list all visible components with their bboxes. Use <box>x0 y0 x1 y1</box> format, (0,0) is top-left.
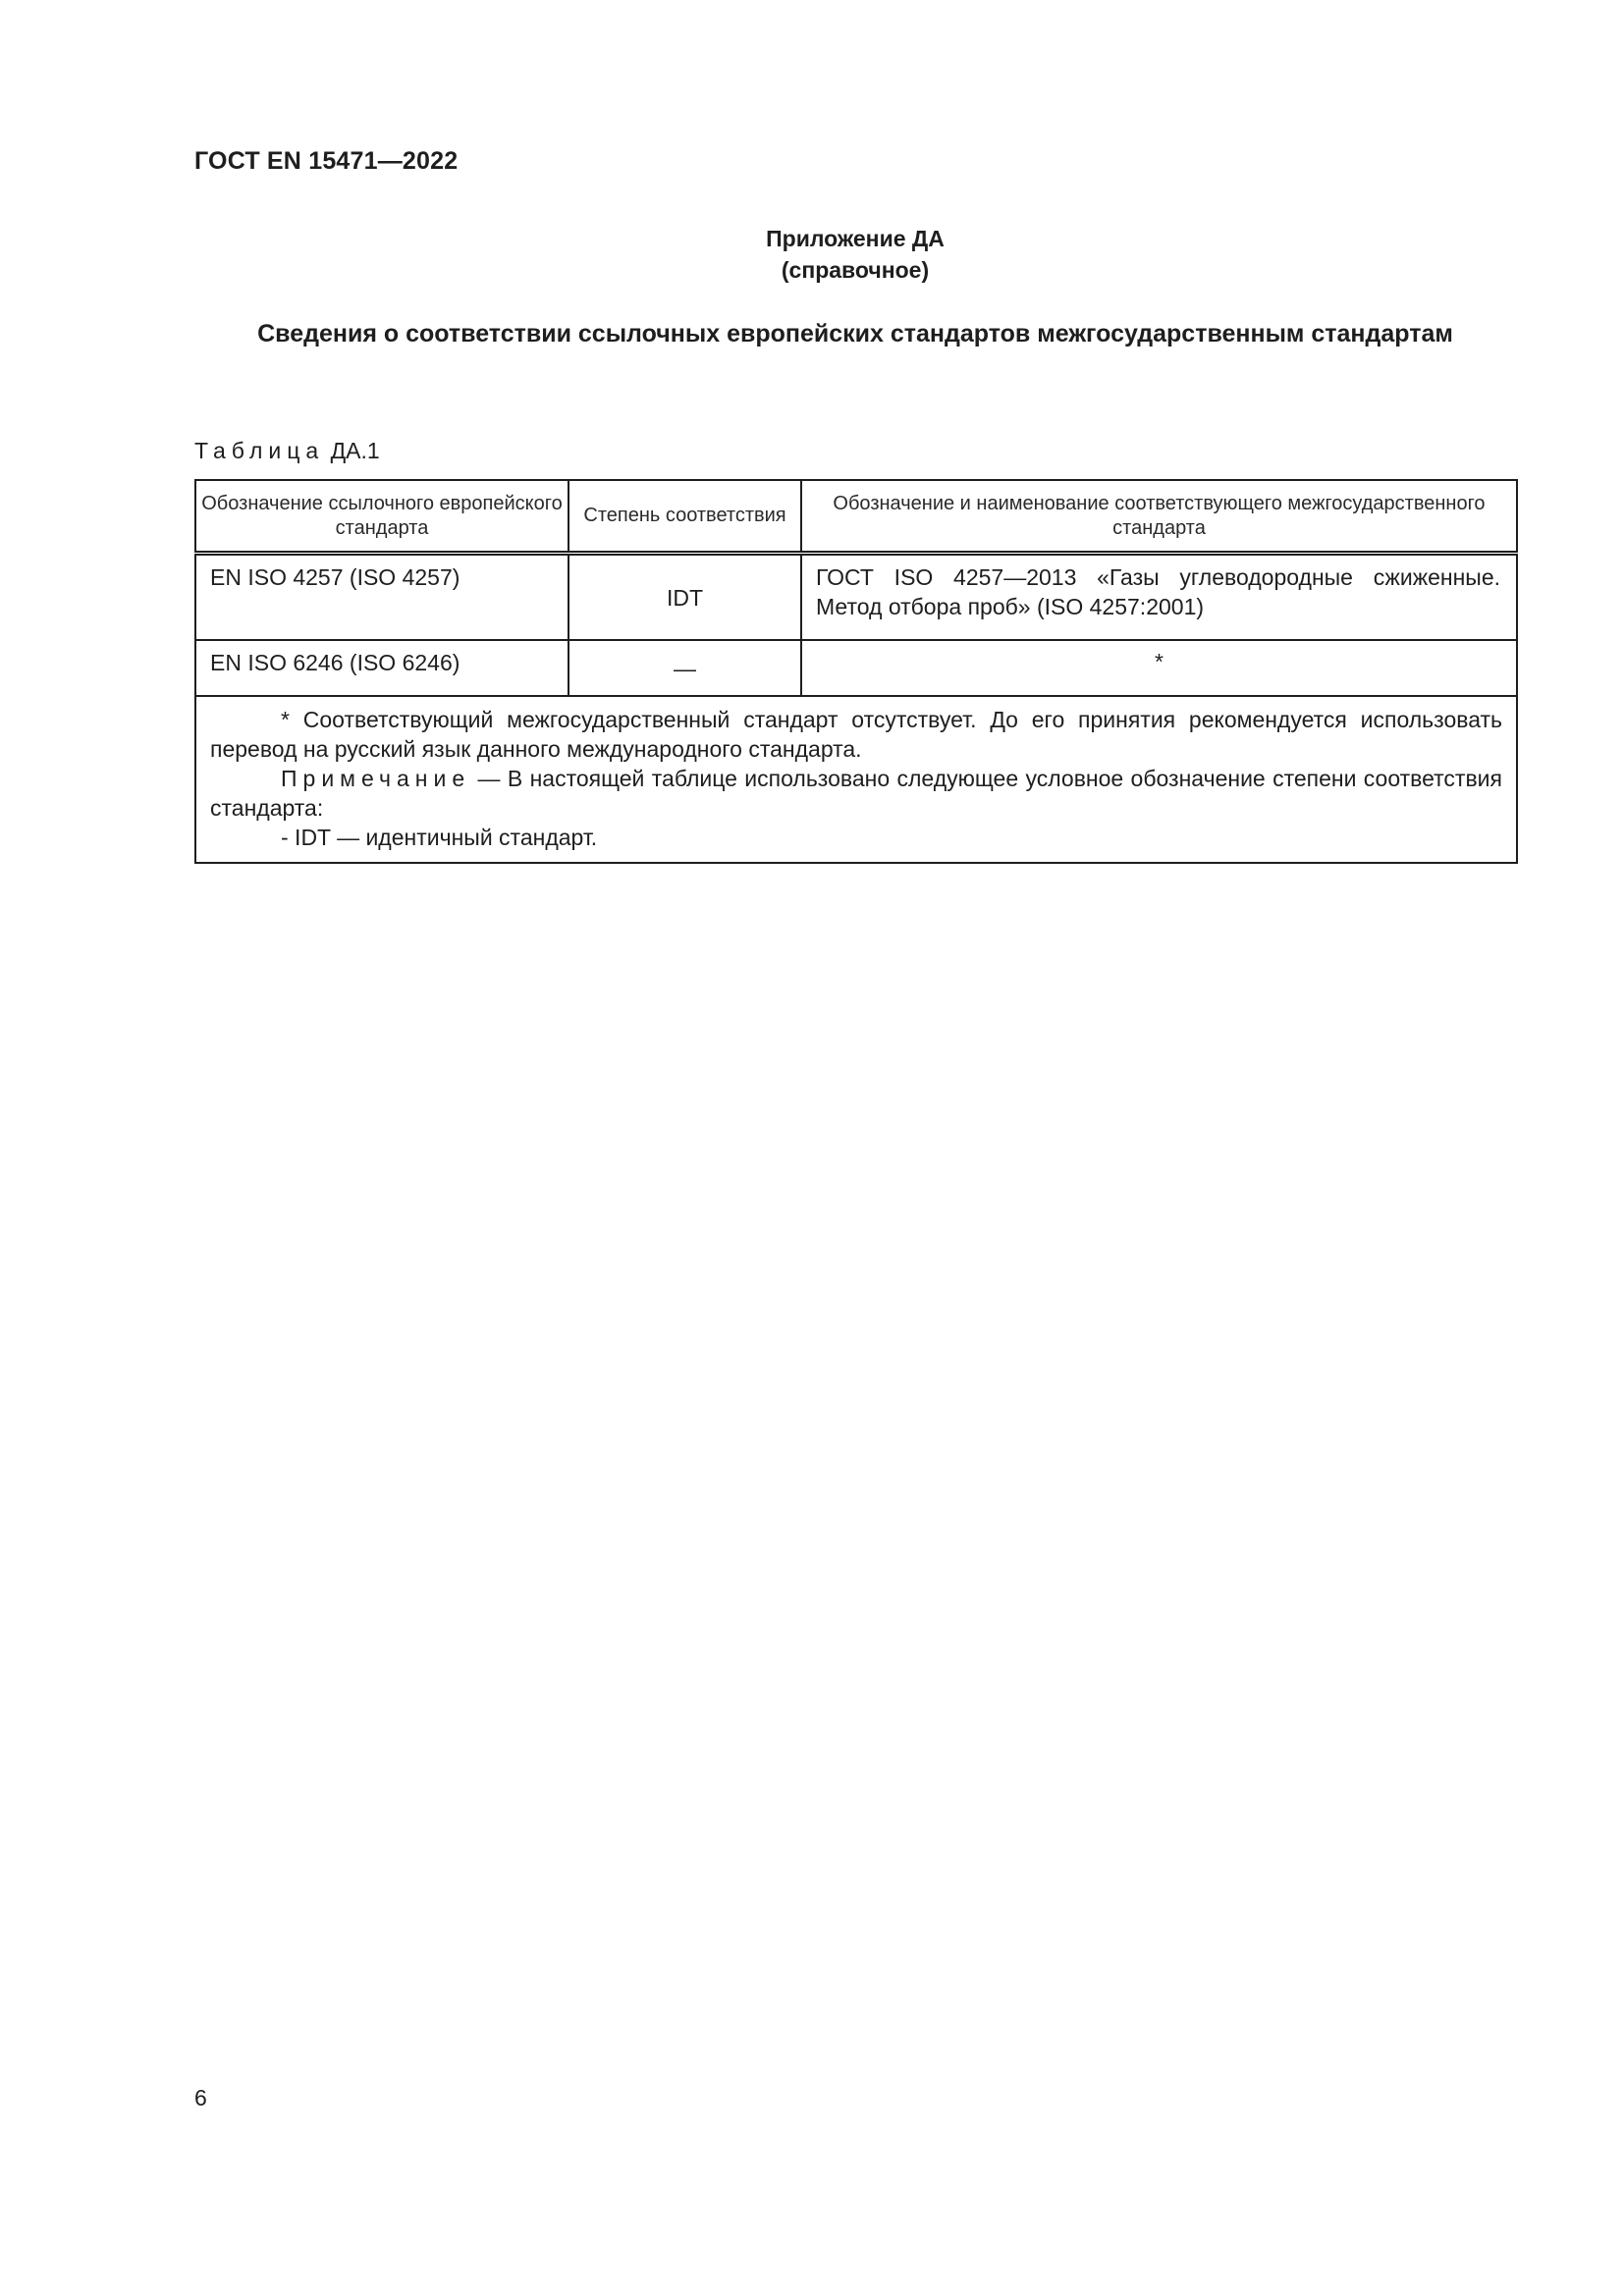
table-header-row <box>195 480 1517 554</box>
column-header-european: Обозначение ссылочного европейского стандарта <box>195 480 568 554</box>
table-notes-row <box>195 696 1517 863</box>
table-footnote: * Соответствующий межгосударственный стандарт отсутствует. До его принятия рекомендуется использовать перевод на русский язык данного международного стандарта. <box>210 707 1502 762</box>
table-caption-number: ДА.1 <box>330 438 380 463</box>
cell-degree: IDT <box>568 554 801 641</box>
cell-degree: — <box>568 640 801 696</box>
cell-european-standard: EN ISO 6246 (ISO 6246) <box>195 640 568 696</box>
annex-kind: (справочное) <box>781 257 930 283</box>
table-row <box>195 640 1517 696</box>
table-row <box>195 554 1517 641</box>
table-note <box>210 764 1502 823</box>
table-notes-cell <box>195 696 1517 863</box>
document-code: ГОСТ EN 15471—2022 <box>194 147 459 175</box>
column-header-degree: Степень соответствия <box>568 480 801 554</box>
annex-title: Приложение ДА <box>766 226 945 251</box>
note-text: — В настоящей таблице использовано следующее условное обозначение степени соответствия стандарта: <box>210 766 1502 821</box>
table-caption-word: Таблица <box>194 438 325 463</box>
page-number: 6 <box>194 2085 207 2110</box>
cell-interstate-standard: ГОСТ ISO 4257—2013 «Газы углеводородные сжиженные. Метод отбора проб» (ISO 4257:2001) <box>801 554 1517 641</box>
note-item: - IDT — идентичный стандарт. <box>281 825 598 850</box>
cell-european-standard: EN ISO 4257 (ISO 4257) <box>195 554 568 641</box>
column-header-interstate: Обозначение и наименование соответствующего межгосударственного стандарта <box>801 480 1517 554</box>
annex-heading: Сведения о соответствии ссылочных европейских стандартов межгосударственным стандартам <box>257 320 1453 347</box>
standards-correspondence-table <box>194 479 1518 864</box>
cell-interstate-standard: * <box>801 640 1517 696</box>
table-caption <box>194 438 380 464</box>
note-label: Примечание <box>281 766 471 791</box>
